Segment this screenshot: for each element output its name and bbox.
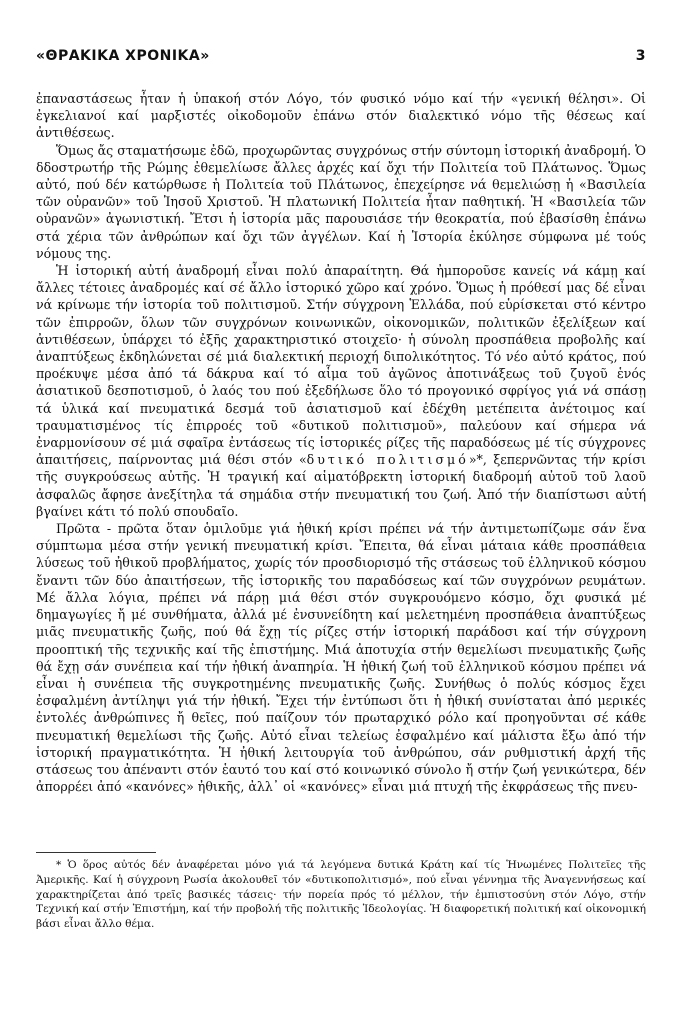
paragraph-1: ἐπαναστάσεως ἦταν ἡ ὑπακοή στόν Λόγο, τόν φυσικό νόμο καί τήν «γενική θέλησι». Οἱ ἐγκελιανοί καί μαρξιστές οἰκοδομοῦν ἐπάνω στόν διαλεκτικό νόμο τῆς θέσεως καί ἀντιθέσεως.: [36, 91, 646, 141]
footnote: [36, 858, 646, 932]
running-header: [36, 48, 646, 68]
footnote-divider: [36, 852, 156, 853]
paragraph-2: Ὅμως ἄς σταματήσωμε ἐδῶ, προχωρῶντας συγχρόνως στήν σύντομη ἱστορική ἀναδρομή. Ὁ δδοστρωτήρ τῆς Ρώμης ἐθεμελίωσε ἄλλες ἀρχές καί ὄχι τήν Πολιτεία τοῦ Πλάτωνος. Ὅμως αὐτό, πού δέν κατώρθωσε ἡ Πολιτεία τοῦ Πλάτωνος, ἐπεχείρησε νά θεμελιώσῃ ἡ «Βασιλεία τῶν οὐρανῶν» τοῦ Ἰησοῦ Χριστοῦ. Ἡ πλατωνική Πολιτεία ἦταν παθητική. Ἡ «Βασιλεία τῶν οὐρανῶν» ἀγωνιστική. Ἔτσι ἡ ἱστορία μᾶς παρουσιάσε τήν θεοκρατία, πού ἐβασίσθη ἐπάνω στά χέρια τῶν ἀνθρώπων καί ὄχι τῶν ἀγγέλων. Καί ἡ Ἱστορία ἐκύλησε σύμφωνα μέ τούς νόμους της.: [36, 142, 646, 261]
paragraph-3: [36, 262, 646, 520]
paragraph-4: Πρῶτα - πρῶτα ὅταν ὁμιλοῦμε γιά ἠθική κρίσι πρέπει νά τήν ἀντιμετωπίζωμε σάν ἕνα σύμπτωμα μέσα στήν γενική πνευματική κρίσι. Ἔπειτα, θά εἶναι μάταια κάθε προσπάθεια λύσεως τοῦ ἠθικοῦ προβλήματος, χωρίς τόν προσδιορισμό τῆς στάσεως τοῦ ἑλληνικοῦ κόσμου ἔναντι τῶν δύο ἀπαιτήσεων, τῆς ἱστορικῆς του παραδόσεως καί τῶν συγχρόνων ρευμάτων. Μέ ἄλλα λόγια, πρέπει νά πάρῃ μιά θέσι στόν συγκρουόμενο κόσμο, ὄχι φυσικά μέ δημαγωγίες ἤ μέ συνθήματα, ἀλλά μέ ἐνσυνείδητη καί μελετημένη προσπάθεια ἀναπτύξεως μιᾶς πνευματικῆς ζωῆς, πού θά ἔχῃ τίς ρίζες στήν ἱστορική παράδοσι καί τήν σύγχρονη προοπτική τῆς τεχνικῆς καί τῆς ἐπιστήμης. Μιά ἀποτυχία στήν θεμελίωσι πνευματικῆς ζωῆς θά ἔχῃ σάν συνέπεια καί τήν ἠθική ἀναπηρία. Ἡ ἠθική ζωή τοῦ ἑλληνικοῦ κόσμου πρέπει νά εἶναι ἡ συνέπεια τῆς συγκροτημένης πνευματικῆς ζωῆς. Συνήθως ὁ πολύς κόσμος ἔχει ἐσφαλμένη ἀντίληψι γιά τήν ἠθική. Ἔχει τήν ἐντύπωσι ὅτι ἡ ἠθική συνίσταται ἀπό μερικές ἐντολές ἀνθρώπινες ἤ θεῖες, πού παίζουν τόν πρωταρχικό ρόλο καί προηγοῦνται σέ κάθε πνευματική θεμελίωσι τῆς ζωῆς. Αὐτό εἶναι τελείως ἐσφαλμένο καί μάλιστα ἔξω ἀπό τήν ἱστορική πραγματικότητα. Ἡ ἠθική λειτουργία τοῦ ἀνθρώπου, σάν ρυθμιστική ἀρχή τῆς στάσεως του ἀπέναντι στόν ἑαυτό του καί στό κοινωνικό σύνολο ἤ στήν ζωή γενικώτερα, δέν ἀπορρέει ἀπό «κανόνες» ἠθικῆς, ἀλλ᾽ οἱ «κανόνες» εἶναι μιά πτυχή τῆς ἐκφράσεως τῆς πνευ-: [36, 521, 646, 795]
paragraph-3-text-start: Ἡ ἱστορική αὐτή ἀναδρομή εἶναι πολύ ἀπαραίτητη. Θά ἠμποροῦσε κανείς νά κάμῃ καί ἄλλες τέτοιες ἀναδρομές καί σέ ἄλλο ἱστορικό χῶρο καί χρόνο. Ὅμως ἡ πρόθεσί μας δέ εἶναι νά κρίνωμε τήν ἱστορία τοῦ πολιτισμοῦ. Στήν σύγχρονη Ἑλλάδα, πού εὑρίσκεται στό κέντρο τῶν ἐπιρροῶν, ὅλων τῶν συγχρόνων κοινωνικῶν, οἰκονομικῶν, πολιτικῶν ἐξελίξεων καί ἀντιθέσεων, ὑπάρχει τό ἐξῆς χαρακτηριστικό στοιχεῖο· ἡ σύνολη προσπάθεια προβολῆς καί ἀναπτύξεως ἐκδηλώνεται σέ μιά διαλεκτική περιοχή διπολικότητος. Τό νέο αὐτό κράτος, πού προέκυψε μέσα ἀπό τά δάκρυα καί τό αἷμα τοῦ ἀγῶνος ἀποτινάξεως τοῦ ζυγοῦ ἑνός ἀσιατικοῦ δεσποτισμοῦ, ὁ λαός του πού ἐξεδήλωσε ὅλο τό προγονικό σφρίγος γιά νά σπάσῃ τά ὑλικά καί πνευματικά δεσμά τοῦ ἀσιατισμοῦ καί ἐδέχθη μετέπειτα ἀνέτοιμος καί τραυματισμένος τίς ἐπιρροές τοῦ «δυτικοῦ πολιτισμοῦ», παλεύουν καί σήμερα νά ἐναρμονίσουν σέ μιά σφαῖρα ἐντάσεως τίς ἱστορικές ρίζες τῆς παραδόσεως μέ τίς σύγχρονες ἀπαιτήσεις, παίρνοντας μιά θέσι στόν «: [36, 263, 646, 468]
spaced-emphasis-term: δυτικό πολιτισμό: [306, 452, 469, 468]
paragraph-3-text-end: »*, ξεπερνῶντας τήν κρίσι τῆς συγκρούσεως αὐτῆς. Ἡ τραγική καί αἱματόβρεκτη ἱστορική διαδρομή αὐτοῦ τοῦ λαοῦ ἀσφαλῶς ἄφησε ἀνεξίτηλα τά σημάδια στήν πνευματική του ζωή. Ἀπό τήν διαπίστωσι αὐτή βγαίνει κάτι τό πολύ σπουδαῖο.: [36, 452, 647, 519]
body-text: [36, 90, 646, 795]
page-number: 3: [635, 48, 646, 64]
footnote-text: * Ὁ ὅρος αὐτός δέν ἀναφέρεται μόνο γιά τά λεγόμενα δυτικά Κράτη καί τίς Ἡνωμένες Πολιτεῖες τῆς Ἀμερικῆς. Καί ἡ σύγχρονη Ρωσία ἀκολουθεῖ τόν «δυτικοπολιτισμό», πού εἶναι γέννημα τῆς Ἀναγεννήσεως καί χαρακτηρίζεται ἀπό τρεῖς βασικές τάσεις· τήν πορεία πρός τό μέλλον, τήν ἐμπιστοσύνη στόν Λόγο, στήν Τεχνική καί στήν Ἐπιστήμη, καί τήν προβολή τῆς πολιτικῆς Ἰδεολογίας. Ἡ διαφορετική πολιτική καί οἰκονομική βάσι εἶναι ἄλλο θέμα.: [36, 859, 646, 931]
journal-title: «ΘΡΑΚΙΚΑ ΧΡΟΝΙΚΑ»: [36, 48, 210, 64]
